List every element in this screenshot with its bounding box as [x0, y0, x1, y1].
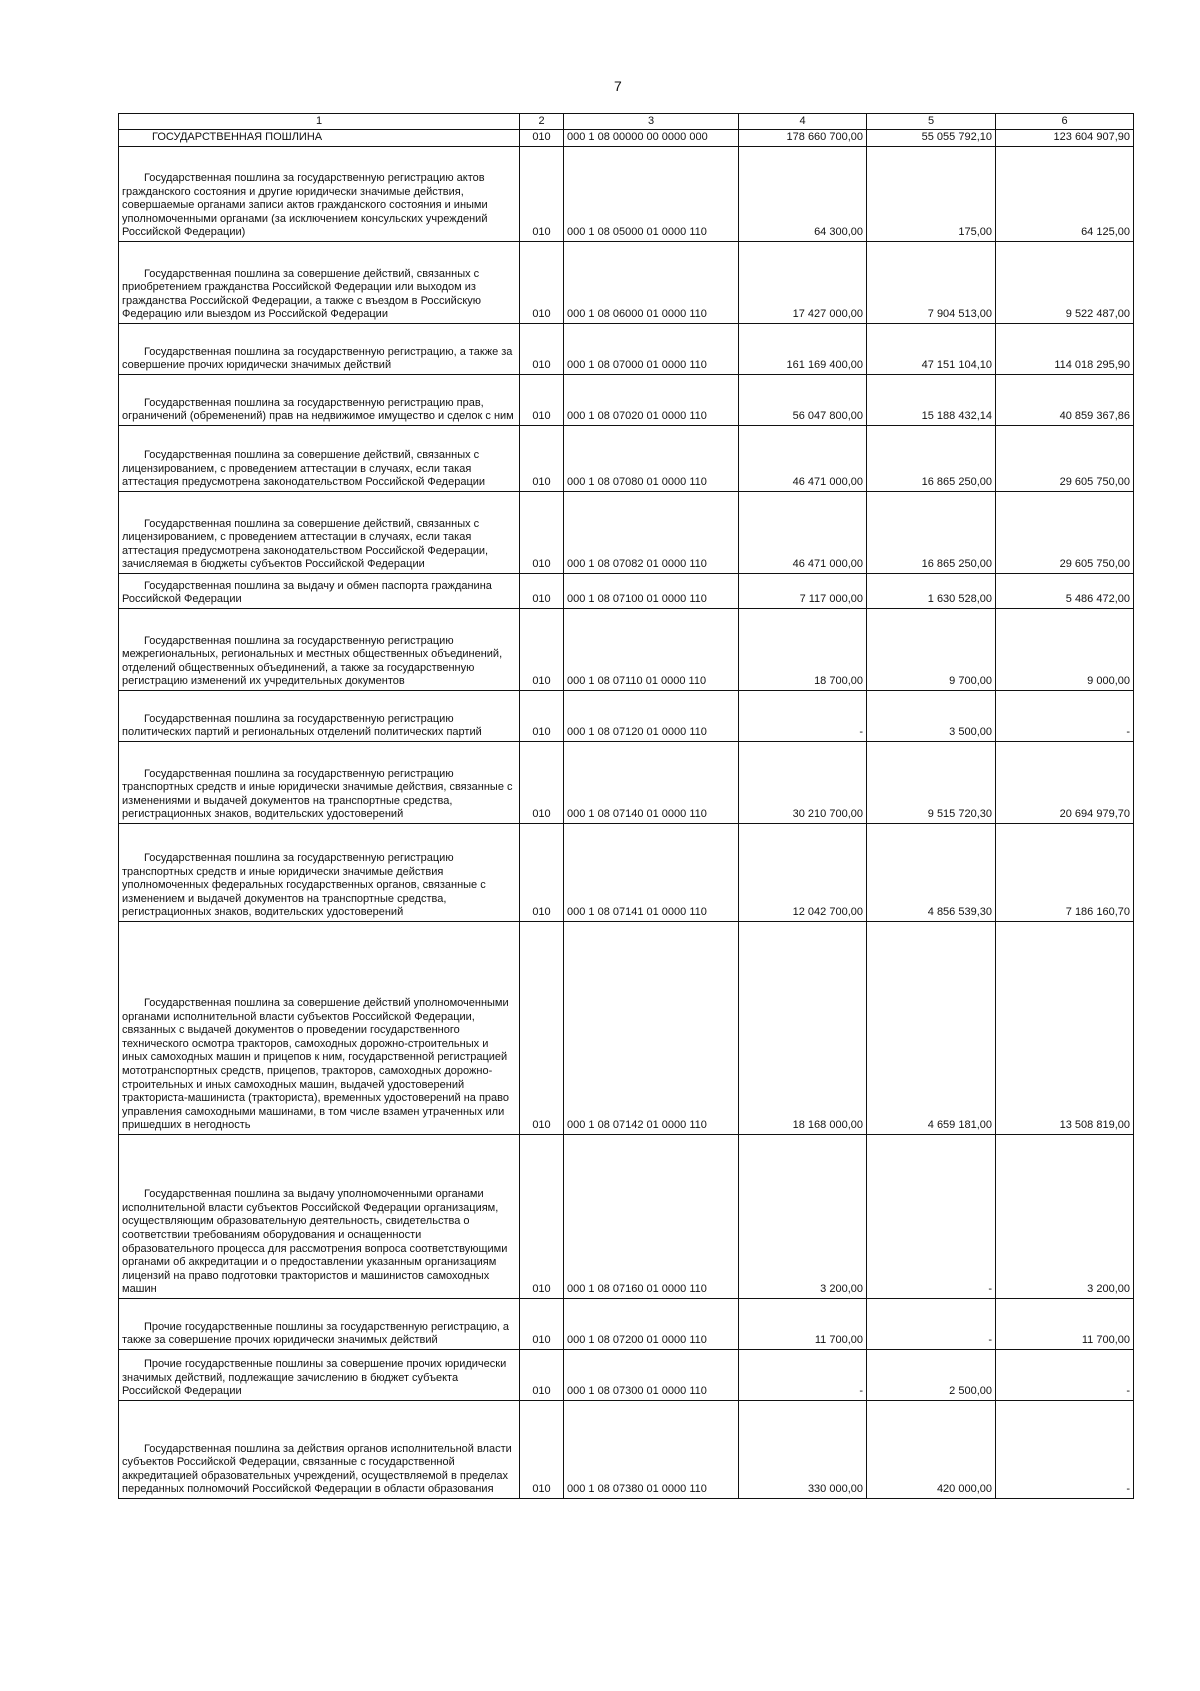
approved-amount: 18 168 000,00: [739, 922, 867, 1135]
income-name-cell: [119, 1135, 520, 1299]
unexecuted-amount: 13 508 819,00: [996, 922, 1134, 1135]
approved-amount: 161 169 400,00: [739, 324, 867, 375]
income-name: Государственная пошлина за государственную регистрацию политических партий и региональных отделений политических партий: [122, 712, 482, 739]
income-name-cell: [119, 742, 520, 824]
unexecuted-amount: 40 859 367,86: [996, 375, 1134, 426]
budget-class-code: 000 1 08 07020 01 0000 110: [564, 375, 739, 426]
line-code: 010: [520, 742, 564, 824]
table-row: [119, 324, 1134, 375]
unexecuted-amount: 11 700,00: [996, 1299, 1134, 1350]
income-name: Государственная пошлина за совершение действий, связанных с лицензированием, с проведением аттестации в случаях, если такая аттестация предусмотрена законодательством Российской Федерации, зачисляемая в бюджеты субъектов Российской Федерации: [122, 517, 489, 571]
table-row: [119, 922, 1134, 1135]
table-row: [119, 1350, 1134, 1401]
budget-class-code: 000 1 08 07380 01 0000 110: [564, 1401, 739, 1499]
col-header-2: 2: [520, 114, 564, 130]
income-name-cell: [119, 147, 520, 242]
table-row: [119, 242, 1134, 324]
table-row: [119, 691, 1134, 742]
table-row: [119, 824, 1134, 922]
approved-amount: 46 471 000,00: [739, 426, 867, 492]
executed-amount: 9 700,00: [867, 609, 996, 691]
budget-class-code: 000 1 08 07080 01 0000 110: [564, 426, 739, 492]
income-name: Государственная пошлина за государственную регистрацию актов гражданского состояния и другие юридически значимые действия, совершаемые органами записи актов гражданского состояния и иными уполномоченными органами (за исключением консульских учреждений Российской Федерации): [122, 172, 488, 239]
line-code: 010: [520, 242, 564, 324]
budget-class-code: 000 1 08 07160 01 0000 110: [564, 1135, 739, 1299]
income-name: Государственная пошлина за совершение действий уполномоченными органами исполнительной власти субъектов Российской Федерации, связанных с выдачей документов о проведении государственного технического осмотра тракторов, самоходных дорожно-строительных и иных самоходных машин и прицепов к ним, государственной регистрацией мототранспортных средств, прицепов, тракторов, самоходных дорожно-строительных и иных самоходных машин, выдачей удостоверений тракториста-машиниста (тракториста), временных удостоверений на право управления самоходными машинами, в том числе взамен утраченных или пришедших в негодность: [122, 997, 509, 1132]
executed-amount: 3 500,00: [867, 691, 996, 742]
executed-amount: 55 055 792,10: [867, 130, 996, 147]
table-row: [119, 1401, 1134, 1499]
income-name-cell: [119, 426, 520, 492]
budget-class-code: 000 1 08 00000 00 0000 000: [564, 130, 739, 147]
table-row: [119, 609, 1134, 691]
approved-amount: 46 471 000,00: [739, 492, 867, 574]
line-code: 010: [520, 426, 564, 492]
executed-amount: 16 865 250,00: [867, 492, 996, 574]
line-code: 010: [520, 1299, 564, 1350]
col-header-1: 1: [119, 114, 520, 130]
executed-amount: 15 188 432,14: [867, 375, 996, 426]
table-row: [119, 426, 1134, 492]
executed-amount: 16 865 250,00: [867, 426, 996, 492]
table-row: [119, 375, 1134, 426]
income-name: ГОСУДАРСТВЕННАЯ ПОШЛИНА: [152, 131, 323, 144]
column-number-header: [119, 114, 1134, 130]
budget-class-code: 000 1 08 06000 01 0000 110: [564, 242, 739, 324]
line-code: 010: [520, 691, 564, 742]
approved-amount: -: [739, 691, 867, 742]
income-name: Прочие государственные пошлины за государственную регистрацию, а также за совершение прочих юридически значимых действий: [122, 1320, 510, 1347]
budget-class-code: 000 1 08 05000 01 0000 110: [564, 147, 739, 242]
approved-amount: 12 042 700,00: [739, 824, 867, 922]
executed-amount: 47 151 104,10: [867, 324, 996, 375]
approved-amount: 11 700,00: [739, 1299, 867, 1350]
approved-amount: 30 210 700,00: [739, 742, 867, 824]
col-header-4: 4: [739, 114, 867, 130]
income-name: Государственная пошлина за действия органов исполнительной власти субъектов Российской Федерации, связанные с государственной аккредитацией образовательных учреждений, осуществляемой в пределах переданных полномочий Российской Федерации в области образования: [122, 1442, 512, 1496]
income-name-cell: [119, 1299, 520, 1350]
line-code: 010: [520, 492, 564, 574]
approved-amount: 17 427 000,00: [739, 242, 867, 324]
income-name: Государственная пошлина за государственную регистрацию транспортных средств и иные юридически значимые действия, связанные с изменениями и выдачей документов на транспортные средства, регистрационных знаков, водительских удостоверений: [122, 767, 513, 821]
executed-amount: 420 000,00: [867, 1401, 996, 1499]
income-name-cell: [119, 130, 520, 147]
line-code: 010: [520, 574, 564, 609]
budget-class-code: 000 1 08 07300 01 0000 110: [564, 1350, 739, 1401]
income-name: Государственная пошлина за выдачу уполномоченными органами исполнительной власти субъектов Российской Федерации организациям, осуществляющим образовательную деятельность, свидетельства о соответствии требованиям оборудования и оснащенности образовательного процесса для рассмотрения вопроса соответствующими органами об аккредитации и о предоставлении указанным организациям лицензий на право подготовки трактористов и машинистов самоходных машин: [122, 1188, 508, 1296]
executed-amount: 7 904 513,00: [867, 242, 996, 324]
line-code: 010: [520, 1135, 564, 1299]
table-row: [119, 147, 1134, 242]
income-name-cell: [119, 574, 520, 609]
unexecuted-amount: 20 694 979,70: [996, 742, 1134, 824]
col-header-5: 5: [867, 114, 996, 130]
income-name-cell: [119, 609, 520, 691]
budget-class-code: 000 1 08 07120 01 0000 110: [564, 691, 739, 742]
executed-amount: 2 500,00: [867, 1350, 996, 1401]
approved-amount: 178 660 700,00: [739, 130, 867, 147]
line-code: 010: [520, 375, 564, 426]
approved-amount: 7 117 000,00: [739, 574, 867, 609]
budget-class-code: 000 1 08 07200 01 0000 110: [564, 1299, 739, 1350]
income-name: Государственная пошлина за совершение действий, связанных с лицензированием, с проведением аттестации в случаях, если такая аттестация предусмотрена законодательством Российской Федерации: [122, 449, 486, 489]
income-name-cell: [119, 324, 520, 375]
page-number: 7: [614, 78, 622, 94]
table-row: [119, 130, 1134, 147]
income-name-cell: [119, 691, 520, 742]
line-code: 010: [520, 609, 564, 691]
unexecuted-amount: 29 605 750,00: [996, 426, 1134, 492]
approved-amount: 330 000,00: [739, 1401, 867, 1499]
income-name-cell: [119, 375, 520, 426]
income-name: Государственная пошлина за государственную регистрацию прав, ограничений (обременений) прав на недвижимое имущество и сделок с ним: [122, 396, 514, 423]
approved-amount: 64 300,00: [739, 147, 867, 242]
unexecuted-amount: -: [996, 1401, 1134, 1499]
budget-class-code: 000 1 08 07141 01 0000 110: [564, 824, 739, 922]
unexecuted-amount: 9 000,00: [996, 609, 1134, 691]
line-code: 010: [520, 824, 564, 922]
unexecuted-amount: 7 186 160,70: [996, 824, 1134, 922]
approved-amount: 18 700,00: [739, 609, 867, 691]
budget-class-code: 000 1 08 07000 01 0000 110: [564, 324, 739, 375]
unexecuted-amount: 5 486 472,00: [996, 574, 1134, 609]
budget-class-code: 000 1 08 07110 01 0000 110: [564, 609, 739, 691]
unexecuted-amount: -: [996, 1350, 1134, 1401]
income-name: Государственная пошлина за государственную регистрацию транспортных средств и иные юридически значимые действия уполномоченных федеральных государственных органов, связанные с изменением и выдачей документов на транспортные средства, регистрационных знаков, водительских удостоверений: [122, 852, 486, 919]
income-name-cell: [119, 1350, 520, 1401]
executed-amount: -: [867, 1299, 996, 1350]
line-code: 010: [520, 147, 564, 242]
line-code: 010: [520, 324, 564, 375]
unexecuted-amount: 3 200,00: [996, 1135, 1134, 1299]
budget-class-code: 000 1 08 07100 01 0000 110: [564, 574, 739, 609]
budget-class-code: 000 1 08 07142 01 0000 110: [564, 922, 739, 1135]
approved-amount: 56 047 800,00: [739, 375, 867, 426]
income-name-cell: [119, 1401, 520, 1499]
income-name-cell: [119, 824, 520, 922]
executed-amount: 9 515 720,30: [867, 742, 996, 824]
unexecuted-amount: 9 522 487,00: [996, 242, 1134, 324]
executed-amount: -: [867, 1135, 996, 1299]
income-name: Государственная пошлина за государственную регистрацию, а также за совершение прочих юридически значимых действий: [122, 345, 513, 372]
col-header-6: 6: [996, 114, 1134, 130]
executed-amount: 1 630 528,00: [867, 574, 996, 609]
income-name: Государственная пошлина за выдачу и обмен паспорта гражданина Российской Федерации: [122, 579, 492, 606]
unexecuted-amount: 114 018 295,90: [996, 324, 1134, 375]
executed-amount: 175,00: [867, 147, 996, 242]
approved-amount: 3 200,00: [739, 1135, 867, 1299]
line-code: 010: [520, 130, 564, 147]
line-code: 010: [520, 1401, 564, 1499]
unexecuted-amount: 29 605 750,00: [996, 492, 1134, 574]
executed-amount: 4 659 181,00: [867, 922, 996, 1135]
budget-class-code: 000 1 08 07140 01 0000 110: [564, 742, 739, 824]
unexecuted-amount: -: [996, 691, 1134, 742]
income-table: [118, 113, 1134, 1499]
table-row: [119, 742, 1134, 824]
col-header-3: 3: [564, 114, 739, 130]
income-name-cell: [119, 242, 520, 324]
table-row: [119, 1135, 1134, 1299]
table-row: [119, 1299, 1134, 1350]
income-name: Государственная пошлина за государственную регистрацию межрегиональных, региональных и местных общественных объединений, отделений общественных объединений, а также за государственную регистрацию изменений их учредительных документов: [122, 634, 503, 688]
approved-amount: -: [739, 1350, 867, 1401]
line-code: 010: [520, 922, 564, 1135]
budget-class-code: 000 1 08 07082 01 0000 110: [564, 492, 739, 574]
income-name-cell: [119, 922, 520, 1135]
table-row: [119, 574, 1134, 609]
line-code: 010: [520, 1350, 564, 1401]
executed-amount: 4 856 539,30: [867, 824, 996, 922]
unexecuted-amount: 123 604 907,90: [996, 130, 1134, 147]
unexecuted-amount: 64 125,00: [996, 147, 1134, 242]
income-name-cell: [119, 492, 520, 574]
income-name: Государственная пошлина за совершение действий, связанных с приобретением гражданства Российской Федерации или выходом из гражданства Российской Федерации, а также с въездом в Российскую Федерацию или выездом из Российской Федерации: [122, 267, 482, 321]
income-name: Прочие государственные пошлины за совершение прочих юридически значимых действий, подлежащие зачислению в бюджет субъекта Российской Федерации: [122, 1358, 507, 1398]
table-row: [119, 492, 1134, 574]
